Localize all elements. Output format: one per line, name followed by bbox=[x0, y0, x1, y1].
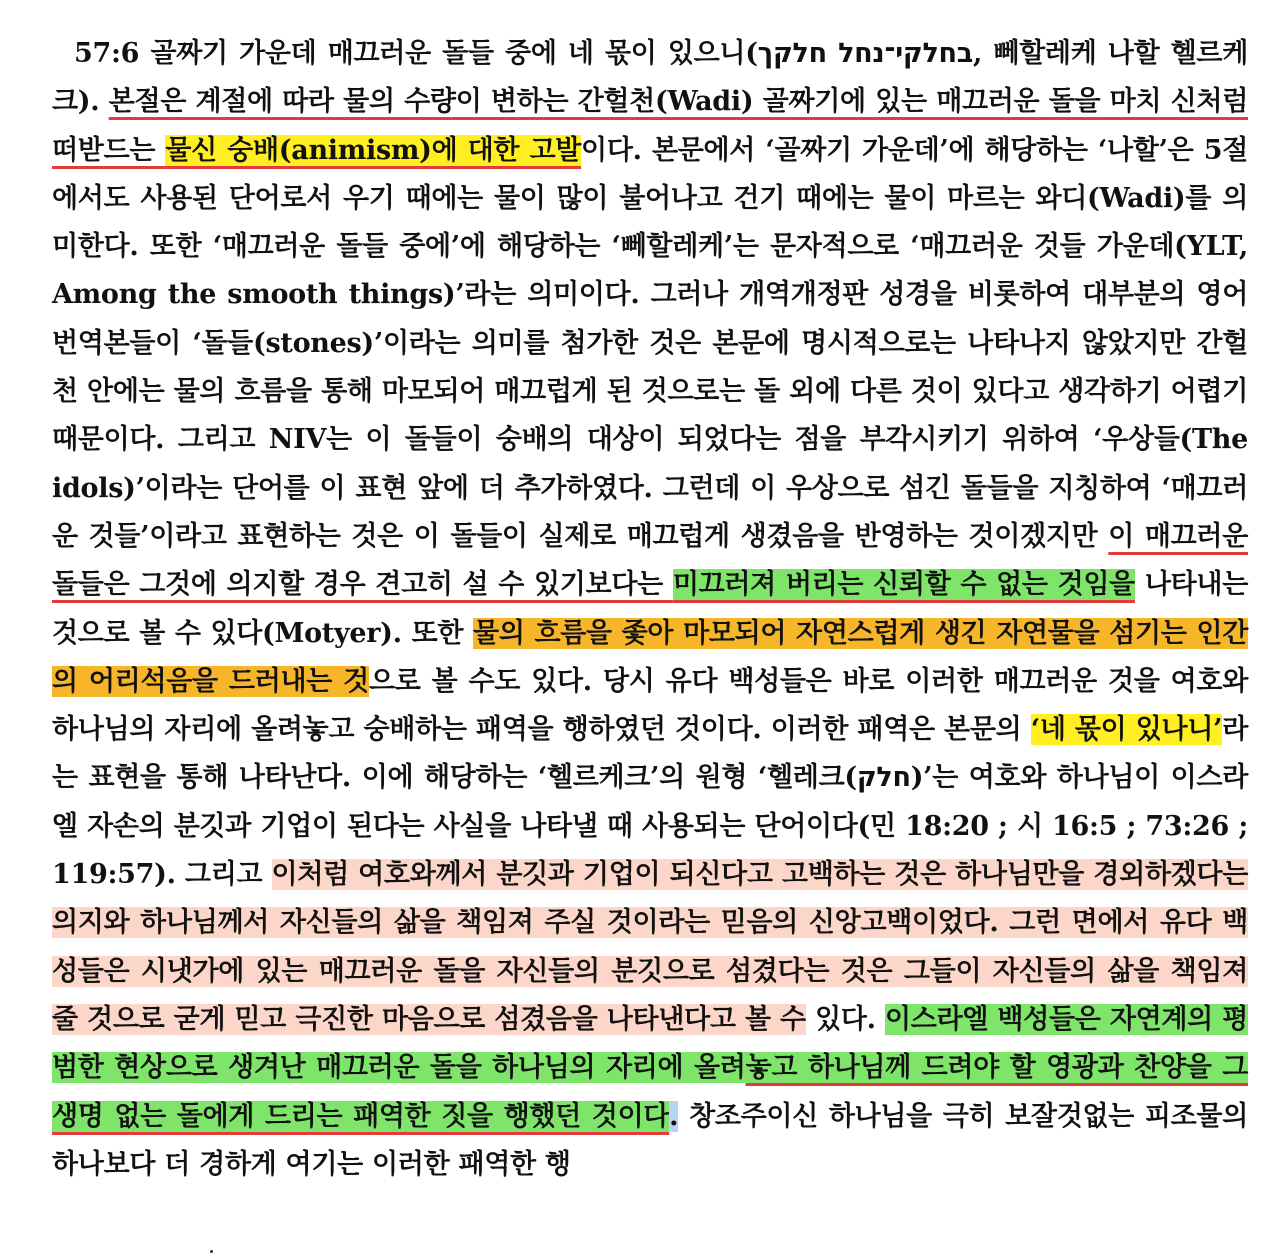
hebrew-word: חלק bbox=[856, 762, 911, 794]
text-segment: 창조주이신 하나님을 극히 보잘것없는 피조물의 하나보다 더 경하게 여기는 이러한 패역한 행 bbox=[52, 1100, 1248, 1180]
text-segment: )’는 여호와 하나님이 이스라엘 자손의 분깃과 기업이 된다는 사실을 나타낼 때 사용되는 단어이다(민 18:20 ; 시 16:5 ; 73:26 ; 119:57). 그리고 bbox=[52, 762, 1248, 891]
highlighted-passage: 물의 흐름을 좇아 마모되어 자연스럽게 생긴 자연물을 섬기는 인간의 어리석음을 드러내는 것 bbox=[52, 617, 1248, 697]
highlighted-underlined-passage: 물신 숭배(animism)에 대한 고발 bbox=[165, 134, 582, 166]
underlined-passage: 이 매끄러운 돌들은 그것에 의지할 경우 견고히 설 수 있기보다는 bbox=[52, 520, 1248, 601]
text-segment: 골짜기 가운데 매끄러운 돌들 중에 네 몫이 있으니( bbox=[150, 38, 758, 69]
scan-speck bbox=[210, 1250, 213, 1253]
highlighted-underlined-passage: 미끄러져 버리는 신뢰할 수 없는 것임을 bbox=[672, 569, 1135, 601]
selection-marker: . bbox=[669, 1100, 679, 1132]
text-segment: 나타내는 것으로 볼 수 있다(Motyer). 또한 bbox=[52, 569, 1248, 649]
hebrew-phrase: בחלקי־נחל חלקך bbox=[757, 38, 973, 69]
highlighted-passage: 이처럼 여호와께서 분깃과 기업이 되신다고 고백하는 것은 하나님만을 경외하겠다는 의지와 하나님께서 자신들의 삶을 책임져 주실 것이라는 믿음의 신앙고백이었다. 그런 면에서 유다 백성들은 시냇가에 있는 매끄러운 돌을 자신들의 분깃으로 섬겼다는 것은 그들이 자신들의 삶을 책임져 줄 것으로 굳게 믿고 극진한 마음으로 섬겼음을 나타낸다고 볼 수 bbox=[52, 859, 1249, 1035]
commentary-paragraph bbox=[52, 30, 1248, 1189]
verse-reference: 57:6 bbox=[74, 38, 140, 69]
text-segment: 이다. 본문에서 ‘골짜기 가운데’에 해당하는 ‘나할’은 5절에서도 사용된 단어로서 우기 때에는 물이 많이 불어나고 건기 때에는 물이 마르는 와디(Wadi)를 의미한다. 또한 ‘매끄러운 돌들 중에’에 해당하는 ‘뻬할레케’는 문자적으로 ‘매끄러운 것들 가운데(YLT, Among the smooth things)’라는 의미이다. 그러나 개역개정판 성경을 비롯하여 대부분의 영어 번역본들이 ‘돌들(stones)’이라는 의미를 첨가한 것은 본문에 명시적으로는 나타나지 않았지만 간헐천 안에는 물의 흐름을 통해 마모되어 매끄럽게 된 것으로는 돌 외에 다른 것이 있다고 생각하기 어렵기 때문이다. 그리고 NIV는 이 돌들이 숭배의 대상이 되었다는 점을 부각시키기 위하여 ‘우상들(The idols)’이라는 단어를 이 표현 앞에 더 추가하였다. 그런데 이 우상으로 섬긴 돌들을 지칭하여 ‘매끄러운 것들’이라고 표현하는 것은 이 돌들이 실제로 매끄럽게 생겼음을 반영하는 것이겠지만 bbox=[52, 134, 1248, 552]
text-segment: 라는 표현을 통해 나타난다. 이에 해당하는 ‘헬르케크’의 원형 ‘헬레크( bbox=[52, 714, 1249, 794]
highlighted-passage: 이스라엘 백성들은 자연계의 평범한 현상으로 생겨난 매끄러운 돌을 하나님의 자리에 올려 bbox=[52, 1003, 1248, 1084]
text-segment: , 뻬할레케 나할 헬르케크). bbox=[52, 38, 1248, 118]
text-segment: 으로 볼 수도 있다. 당시 유다 백성들은 바로 이러한 매끄러운 것을 여호와 하나님의 자리에 올려놓고 숭배하는 패역을 행하였던 것이다. 이러한 패역은 본문의 bbox=[52, 665, 1248, 746]
highlighted-passage: ‘네 몫이 있나니’ bbox=[1030, 714, 1223, 746]
text-segment: 있다. bbox=[805, 1003, 886, 1035]
underlined-passage: 본절은 계절에 따라 물의 수량이 변하는 간헐천(Wadi) 골짜기에 있는 매끄러운 돌을 마치 신처럼 떠받드는 bbox=[52, 86, 1248, 166]
highlighted-underlined-passage: 놓고 하나님께 드려야 할 영광과 찬양을 그 생명 없는 돌에게 드리는 패역한 짓을 행했던 것이다 bbox=[52, 1052, 1248, 1132]
